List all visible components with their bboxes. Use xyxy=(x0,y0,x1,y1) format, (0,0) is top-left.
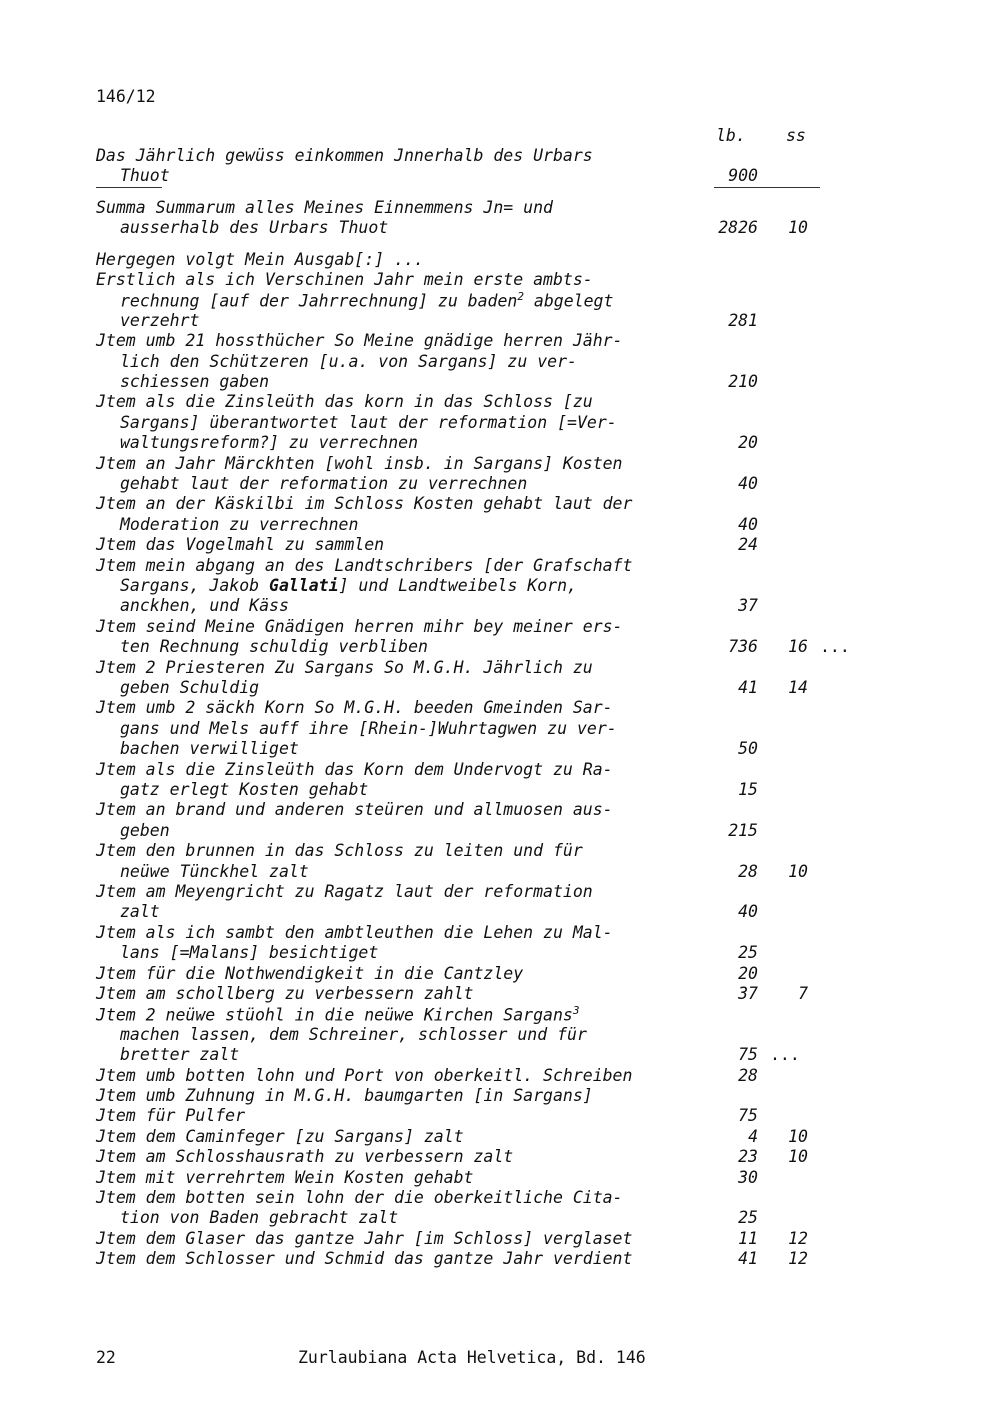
entry-line xyxy=(120,1025,587,1044)
entry-text: Jtem für die Nothwendigkeit in die Cantzley xyxy=(96,963,524,983)
entry-text: waltungsreform?] zu verrechnen xyxy=(120,433,419,453)
entry-line xyxy=(96,800,613,819)
amount-lb: 215 xyxy=(728,820,758,840)
entry-line xyxy=(96,841,583,860)
entry-line xyxy=(96,392,593,411)
entry-text: Jtem 2 neüwe stüohl in die neüwe Kirchen Sargans xyxy=(96,1005,573,1025)
entry-line xyxy=(120,413,617,432)
entry-text: Jtem umb botten lohn und Port von oberkeitl. Schreiben xyxy=(96,1065,633,1085)
entry-line xyxy=(96,331,623,350)
amount-ss: 12 xyxy=(788,1228,808,1248)
entry-line xyxy=(96,1229,632,1248)
amount-lb: 40 xyxy=(738,474,758,493)
entry-line xyxy=(96,964,523,983)
entry-text: abgelegt xyxy=(523,291,614,311)
amount-lb: 736 xyxy=(728,637,758,657)
entry-line xyxy=(96,494,632,513)
entry-line xyxy=(120,678,259,697)
entry-line xyxy=(96,923,613,942)
entry-text: Jtem das Vogelmahl zu sammlen xyxy=(96,535,385,555)
entry-line xyxy=(96,250,424,269)
entry-text: Erstlich als ich Verschinen Jahr mein erste ambts- xyxy=(96,270,593,289)
entry-line xyxy=(120,515,358,534)
entry-text: Jtem mit verrehrtem Wein Kosten gehabt xyxy=(96,1167,474,1187)
entry-text: Jtem am Meyengricht zu Ragatz laut der reformation xyxy=(96,882,593,901)
column-header-lb: lb. xyxy=(716,126,746,145)
amount-ss: 12 xyxy=(788,1249,808,1269)
amount-lb: 75 xyxy=(738,1106,758,1126)
amount-lb: 41 xyxy=(738,1249,758,1269)
entry-line xyxy=(96,556,632,575)
entry-line xyxy=(96,270,593,289)
amount-ss: 10 xyxy=(788,1126,808,1146)
entry-text: schiessen gaben xyxy=(120,372,270,391)
amount-lb: 900 xyxy=(728,166,758,186)
entry-text: Jtem den brunnen in das Schloss zu leiten und für xyxy=(96,841,583,861)
entry-line xyxy=(120,290,613,311)
entry-line xyxy=(120,637,428,656)
continuation-mark: ... xyxy=(820,637,850,657)
underline-rule xyxy=(96,187,162,188)
entry-text: verzehrt xyxy=(120,310,200,330)
entry-text: bretter zalt xyxy=(120,1045,240,1065)
entry-line xyxy=(96,984,474,1003)
entry-text: Das Jährlich gewüss einkommen Jnnerhalb des Urbars xyxy=(96,146,593,165)
entry-text: gatz erlegt Kosten gehabt xyxy=(120,780,369,799)
amount-lb: 75 xyxy=(738,1045,758,1065)
entry-text: Summa Summarum alles Meines Einnemmens Jn= und xyxy=(96,197,553,217)
entry-line xyxy=(96,1188,623,1207)
amount-lb: 37 xyxy=(738,596,758,616)
entry-text: Jtem dem Schlosser und Schmid das gantze Jahr verdient xyxy=(96,1249,633,1269)
entry-text: bachen verwilliget xyxy=(120,739,299,759)
amount-lb: 20 xyxy=(738,433,758,453)
entry-text: lans [=Malans] besichtiget xyxy=(120,943,379,963)
entry-text: Jtem seind Meine Gnädigen herren mihr bey meiner ers- xyxy=(96,616,623,636)
entry-line xyxy=(120,821,170,840)
entry-line xyxy=(120,474,527,493)
continuation-mark: ... xyxy=(770,1045,800,1065)
entry-line xyxy=(120,902,160,921)
amount-lb: 28 xyxy=(738,861,758,881)
entry-line xyxy=(96,1086,593,1105)
entry-line xyxy=(96,658,593,677)
entry-text: gehabt laut der reformation zu verrechnen xyxy=(120,474,528,493)
amount-lb: 50 xyxy=(738,739,758,759)
entry-line xyxy=(96,698,613,717)
entry-line xyxy=(96,535,384,554)
sum-rule xyxy=(714,187,820,188)
entry-line xyxy=(96,146,593,165)
entry-text: Jtem an brand und anderen steüren und allmuosen aus- xyxy=(96,800,613,820)
entry-line xyxy=(120,596,289,615)
entry-text: ausserhalb des Urbars Thuot xyxy=(120,218,389,238)
amount-lb: 40 xyxy=(738,902,758,922)
entry-line xyxy=(120,433,418,452)
entry-line xyxy=(96,454,623,473)
amount-lb: 2826 xyxy=(718,218,758,238)
entry-text: Sargans] überantwortet laut der reformation [=Ver- xyxy=(120,412,617,432)
amount-ss: 7 xyxy=(798,984,808,1003)
entry-line xyxy=(120,780,368,799)
footnote-ref: 2 xyxy=(517,290,524,304)
entry-text: Sargans, Jakob xyxy=(120,576,270,595)
amount-lb: 40 xyxy=(738,514,758,534)
amount-ss: 14 xyxy=(788,678,808,697)
amount-lb: 37 xyxy=(738,984,758,1003)
entry-text: Jtem umb 21 hossthücher So Meine gnädige herren Jähr- xyxy=(96,331,623,351)
entry-line xyxy=(96,1127,464,1146)
amount-lb: 23 xyxy=(738,1147,758,1167)
entry-line xyxy=(96,882,593,901)
entry-line xyxy=(120,218,388,237)
entry-text: Moderation zu verrechnen xyxy=(120,514,359,534)
entry-line xyxy=(96,1168,474,1187)
amount-lb: 15 xyxy=(738,780,758,799)
entry-line xyxy=(120,739,299,758)
entry-text: Jtem als ich sambt den ambtleuthen die Lehen zu Mal- xyxy=(96,922,613,942)
entry-text: neüwe Tünckhel zalt xyxy=(120,861,309,881)
entry-line xyxy=(120,862,309,881)
entry-text: Jtem an der Käskilbi im Schloss Kosten gehabt laut der xyxy=(96,494,633,514)
entry-line xyxy=(120,372,269,391)
entry-text: Jtem am schollberg zu verbessern zahlt xyxy=(96,984,474,1003)
entry-line xyxy=(96,1004,579,1025)
amount-lb: 11 xyxy=(738,1228,758,1248)
entry-text: rechnung [auf der Jahrrechnung] zu baden xyxy=(120,291,518,311)
entry-text: Jtem für Pulfer xyxy=(96,1106,246,1126)
amount-ss: 16 xyxy=(788,637,808,657)
entry-line xyxy=(120,719,617,738)
entry-text: zalt xyxy=(120,902,160,922)
entry-text: Thuot xyxy=(120,166,170,186)
amount-lb: 30 xyxy=(738,1167,758,1187)
entry-text: Jtem als die Zinsleüth das Korn dem Undervogt zu Ra- xyxy=(96,759,613,779)
bold-name: Gallati xyxy=(269,576,339,595)
entry-text: geben xyxy=(120,820,170,840)
entry-text: Jtem mein abgang an des Landtschribers [der Grafschaft xyxy=(96,555,633,575)
amount-ss: 10 xyxy=(788,861,808,881)
footnote-ref: 3 xyxy=(572,1004,580,1018)
entry-text: Jtem dem botten sein lohn der die oberkeitliche Cita- xyxy=(96,1188,623,1207)
entry-line xyxy=(120,1208,398,1227)
entry-text: ten Rechnung schuldig verbliben xyxy=(120,637,428,657)
entry-text: geben Schuldig xyxy=(120,678,260,697)
column-header-ss: ss xyxy=(786,126,806,145)
entry-text: Jtem umb 2 säckh Korn So M.G.H. beeden Gmeinden Sar- xyxy=(96,698,613,718)
entry-text: gans und Mels auff ihre [Rhein-]Wuhrtagwen zu ver- xyxy=(120,718,617,738)
footer-publication: Zurlaubiana Acta Helvetica, Bd. 146 xyxy=(298,1348,646,1367)
entry-line xyxy=(96,617,623,636)
amount-lb: 281 xyxy=(728,310,758,330)
entry-line xyxy=(120,943,378,962)
entry-line xyxy=(96,1249,632,1268)
entry-text: ] und Landtweibels Korn, xyxy=(338,576,577,595)
entry-text: Jtem 2 Priesteren Zu Sargans So M.G.H. Jährlich zu xyxy=(96,657,593,677)
entry-line xyxy=(120,576,577,595)
entry-line xyxy=(120,352,577,371)
page-reference: 146/12 xyxy=(96,87,156,106)
footer-page-number: 22 xyxy=(96,1348,116,1367)
entry-line xyxy=(96,1106,245,1125)
amount-ss: 10 xyxy=(788,1147,808,1167)
amount-lb: 41 xyxy=(738,678,758,697)
entry-text: Jtem dem Caminfeger [zu Sargans] zalt xyxy=(96,1126,464,1146)
amount-lb: 20 xyxy=(738,963,758,983)
amount-lb: 25 xyxy=(738,1208,758,1228)
entry-text: Hergegen volgt Mein Ausgab[:] ... xyxy=(96,249,424,269)
entry-text: Jtem an Jahr Märckhten [wohl insb. in Sargans] Kosten xyxy=(96,453,623,473)
amount-lb: 25 xyxy=(738,943,758,963)
entry-text: Jtem dem Glaser das gantze Jahr [im Schloss] verglaset xyxy=(96,1228,633,1248)
entry-line xyxy=(96,1066,632,1085)
entry-text: anckhen, und Käss xyxy=(120,596,289,616)
entry-text: Jtem umb Zuhnung in M.G.H. baumgarten [in Sargans] xyxy=(96,1086,593,1105)
entry-text: Jtem am Schlosshausrath zu verbessern zalt xyxy=(96,1147,514,1167)
entry-line xyxy=(120,166,170,185)
entry-text: Jtem als die Zinsleüth das korn in das Schloss [zu xyxy=(96,392,593,412)
entry-line xyxy=(96,1147,513,1166)
amount-lb: 4 xyxy=(748,1126,758,1146)
entry-text: tion von Baden gebracht zalt xyxy=(120,1208,399,1228)
entry-line xyxy=(120,1045,239,1064)
amount-ss: 10 xyxy=(788,218,808,238)
amount-lb: 210 xyxy=(728,372,758,391)
entry-text: lich den Schützeren [u.a. von Sargans] zu ver- xyxy=(120,351,577,371)
entry-text: machen lassen, dem Schreiner, schlosser und für xyxy=(120,1024,587,1044)
amount-lb: 28 xyxy=(738,1065,758,1085)
entry-line xyxy=(96,198,553,217)
entry-line xyxy=(96,760,613,779)
amount-lb: 24 xyxy=(738,535,758,555)
entry-line xyxy=(120,311,199,330)
